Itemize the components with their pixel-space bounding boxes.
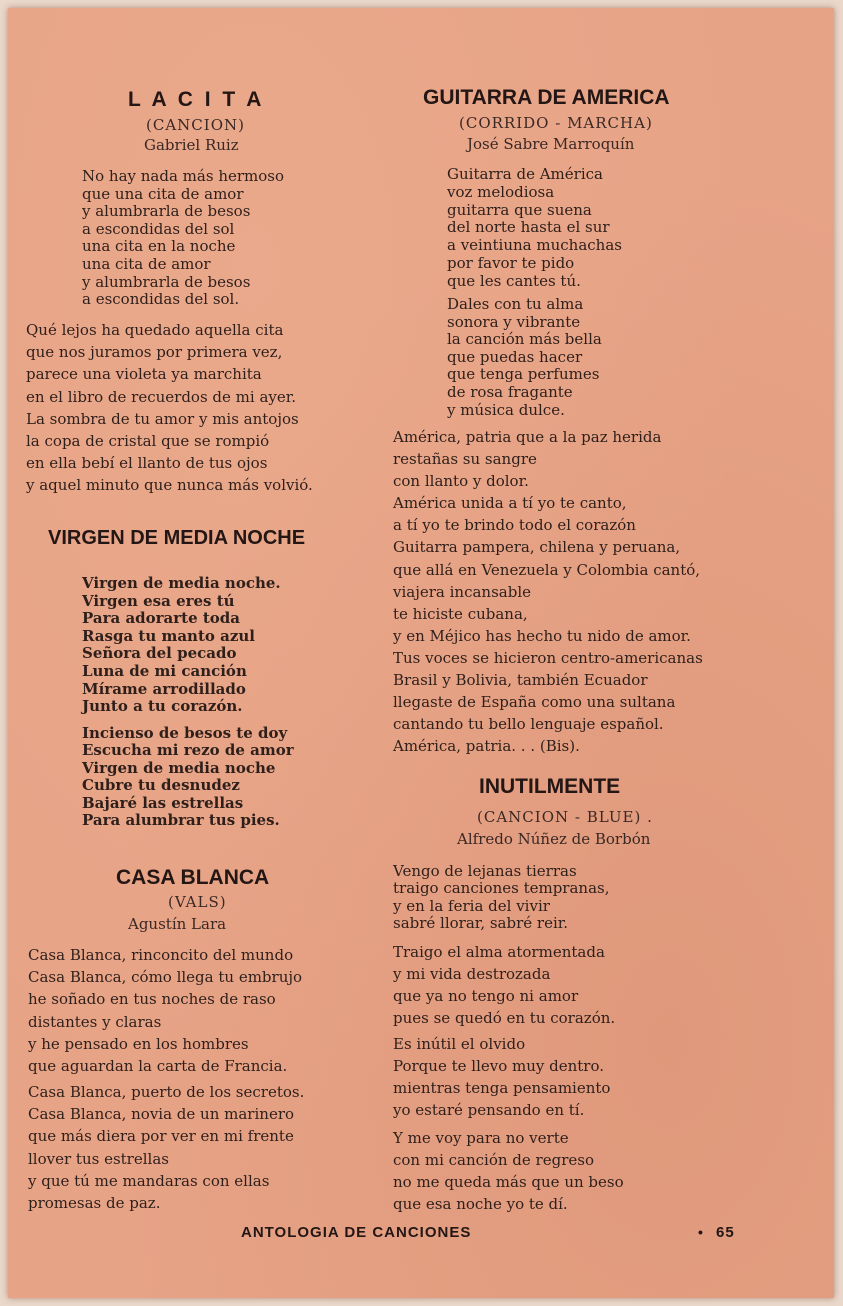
lyric-line: viajera incansable	[393, 582, 532, 601]
lyric-line: sabré llorar, sabré reir.	[393, 914, 569, 933]
stanza-casa-blanca-2	[28, 1081, 304, 1214]
lyric-line: Qué lejos ha quedado aquella cita	[26, 321, 284, 339]
lyric-line: Guitarra de América	[447, 165, 603, 183]
stanza-guitarra-3	[393, 426, 703, 757]
lyric-line: No hay nada más hermoso	[82, 167, 285, 185]
stanza-inutilmente-2	[393, 941, 615, 1029]
lyric-line: Bajaré las estrellas	[82, 793, 244, 812]
lyric-line: por favor te pido	[447, 253, 575, 272]
lyric-line: y en la feria del vivir	[393, 896, 550, 915]
lyric-line: a escondidas del sol.	[82, 290, 240, 309]
lyric-line: Virgen de media noche.	[82, 574, 281, 592]
song-subtitle-la-cita: (CANCION)	[146, 116, 245, 134]
lyric-line: que puedas hacer	[447, 347, 583, 366]
lyric-line: a tí yo te brindo todo el corazón	[393, 516, 636, 535]
lyric-line: llegaste de España como una sultana	[393, 693, 676, 712]
lyric-line: a escondidas del sol	[82, 219, 235, 238]
lyric-line: que esa noche yo te dí.	[393, 1195, 568, 1214]
lyric-line: traigo canciones tempranas,	[393, 879, 610, 898]
lyric-line: Para adorarte toda	[82, 609, 241, 628]
stanza-virgen-2	[82, 725, 294, 829]
song-title-la-cita: L A C I T A	[128, 88, 265, 111]
lyric-line: con mi canción de regreso	[393, 1151, 594, 1170]
stanza-virgen-1	[82, 575, 281, 716]
footer-bullet: •	[698, 1224, 704, 1240]
lyric-line: y alumbrarla de besos	[82, 272, 251, 291]
song-subtitle-inutilmente: (CANCION - BLUE) .	[477, 808, 653, 826]
lyric-line: y he pensado en los hombres	[28, 1034, 249, 1053]
lyric-line: Porque te llevo muy dentro.	[393, 1057, 605, 1076]
song-title-guitarra: GUITARRA DE AMERICA	[423, 86, 670, 109]
stanza-guitarra-2	[447, 296, 602, 419]
lyric-line: una cita en la noche	[82, 237, 236, 256]
lyric-line: Vengo de lejanas tierras	[393, 862, 577, 880]
lyric-line: guitarra que suena	[447, 200, 592, 219]
lyric-line: Para alumbrar tus pies.	[82, 811, 280, 830]
lyric-line: que allá en Venezuela y Colombia cantó,	[393, 560, 701, 579]
lyric-line: y alumbrarla de besos	[82, 202, 251, 221]
lyric-line: parece una violeta ya marchita	[26, 365, 262, 384]
lyric-line: Escucha mi rezo de amor	[82, 741, 294, 760]
lyric-line: que nos juramos por primera vez,	[26, 343, 283, 362]
lyric-line: América, patria que a la paz herida	[393, 428, 662, 446]
lyric-line: Casa Blanca, cómo llega tu embrujo	[28, 968, 303, 987]
lyric-line: Es inútil el olvido	[393, 1035, 526, 1053]
lyric-line: que ya no tengo ni amor	[393, 987, 579, 1006]
song-author-inutilmente: Alfredo Núñez de Borbón	[457, 830, 651, 848]
lyric-line: la copa de cristal que se rompió	[26, 432, 270, 451]
stanza-guitarra-1	[447, 166, 622, 291]
stanza-la-cita-2	[26, 319, 313, 497]
lyric-line: de rosa fragante	[447, 382, 573, 401]
lyric-line: no me queda más que un beso	[393, 1173, 624, 1192]
lyric-line: te hiciste cubana,	[393, 604, 528, 623]
song-title-virgen: VIRGEN DE MEDIA NOCHE	[48, 527, 306, 549]
lyric-line: Tus voces se hicieron centro-americanas	[393, 648, 703, 667]
lyric-line: sonora y vibrante	[447, 312, 581, 331]
song-author-guitarra: José Sabre Marroquín	[467, 135, 635, 153]
lyric-line: Casa Blanca, rinconcito del mundo	[28, 946, 294, 964]
lyric-line: Rasga tu manto azul	[82, 626, 255, 645]
lyric-line: Cubre tu desnudez	[82, 776, 240, 795]
lyric-line: Incienso de besos te doy	[82, 724, 288, 742]
lyric-line: Y me voy para no verte	[393, 1129, 569, 1147]
lyric-line: que más diera por ver en mi frente	[28, 1127, 294, 1146]
lyric-line: América, patria. . . (Bis).	[393, 737, 580, 756]
lyric-line: en el libro de recuerdos de mi ayer.	[26, 387, 297, 406]
lyric-line: Traigo el alma atormentada	[393, 943, 605, 961]
lyric-line: y que tú me mandaras con ellas	[28, 1171, 270, 1190]
lyric-line: pues se quedó en tu corazón.	[393, 1009, 616, 1028]
lyric-line: restañas su sangre	[393, 450, 537, 469]
lyric-line: una cita de amor	[82, 254, 211, 273]
lyric-line: La sombra de tu amor y mis antojos	[26, 409, 299, 428]
song-author-casa-blanca: Agustín Lara	[128, 915, 227, 933]
lyric-line: llover tus estrellas	[28, 1149, 169, 1168]
lyric-line: Guitarra pampera, chilena y peruana,	[393, 538, 681, 557]
stanza-inutilmente-1	[393, 863, 610, 933]
lyric-line: Virgen de media noche	[82, 758, 276, 777]
page-number: 65	[716, 1224, 735, 1241]
lyric-line: mientras tenga pensamiento	[393, 1079, 611, 1098]
lyric-line: a veintiuna muchachas	[447, 236, 622, 255]
lyric-line: distantes y claras	[28, 1012, 162, 1031]
lyric-line: Señora del pecado	[82, 644, 237, 663]
lyric-line: Casa Blanca, novia de un marinero	[28, 1105, 295, 1124]
lyric-line: en ella bebí el llanto de tus ojos	[26, 454, 268, 473]
lyric-line: que una cita de amor	[82, 184, 244, 203]
lyric-line: del norte hasta el sur	[447, 218, 610, 237]
lyric-line: he soñado en tus noches de raso	[28, 990, 276, 1009]
song-subtitle-guitarra: (CORRIDO - MARCHA)	[459, 114, 653, 132]
lyric-line: Virgen esa eres tú	[82, 591, 235, 610]
lyric-line: y mi vida destrozada	[393, 965, 551, 984]
stanza-casa-blanca-1	[28, 944, 302, 1077]
lyric-line: Junto a tu corazón.	[82, 697, 243, 716]
lyric-line: América unida a tí yo te canto,	[393, 494, 627, 513]
page	[8, 8, 834, 1298]
lyric-line: voz melodiosa	[447, 182, 555, 201]
lyric-line: que aguardan la carta de Francia.	[28, 1057, 288, 1076]
lyric-line: promesas de paz.	[28, 1194, 161, 1213]
lyric-line: y en Méjico has hecho tu nido de amor.	[393, 626, 691, 645]
lyric-line: Brasil y Bolivia, también Ecuador	[393, 671, 648, 690]
lyric-line: y música dulce.	[447, 400, 565, 419]
lyric-line: Mírame arrodillado	[82, 679, 246, 698]
lyric-line: y aquel minuto que nunca más volvió.	[26, 476, 313, 495]
stanza-inutilmente-3	[393, 1033, 610, 1121]
footer-title: ANTOLOGIA DE CANCIONES	[241, 1224, 472, 1241]
lyric-line: la canción más bella	[447, 330, 602, 349]
song-title-casa-blanca: CASA BLANCA	[116, 866, 270, 889]
song-subtitle-casa-blanca: (VALS)	[168, 893, 227, 911]
lyric-line: cantando tu bello lenguaje español.	[393, 715, 664, 734]
lyric-line: Dales con tu alma	[447, 295, 584, 313]
lyric-line: que tenga perfumes	[447, 365, 600, 384]
lyric-line: yo estaré pensando en tí.	[393, 1101, 585, 1120]
song-author-la-cita: Gabriel Ruiz	[144, 136, 239, 154]
lyric-line: Luna de mi canción	[82, 661, 247, 680]
stanza-inutilmente-4	[393, 1127, 624, 1215]
lyric-line: con llanto y dolor.	[393, 472, 529, 491]
song-title-inutilmente: INUTILMENTE	[479, 775, 621, 798]
lyric-line: Casa Blanca, puerto de los secretos.	[28, 1083, 305, 1101]
stanza-la-cita-1	[82, 168, 284, 309]
lyric-line: que les cantes tú.	[447, 271, 581, 290]
